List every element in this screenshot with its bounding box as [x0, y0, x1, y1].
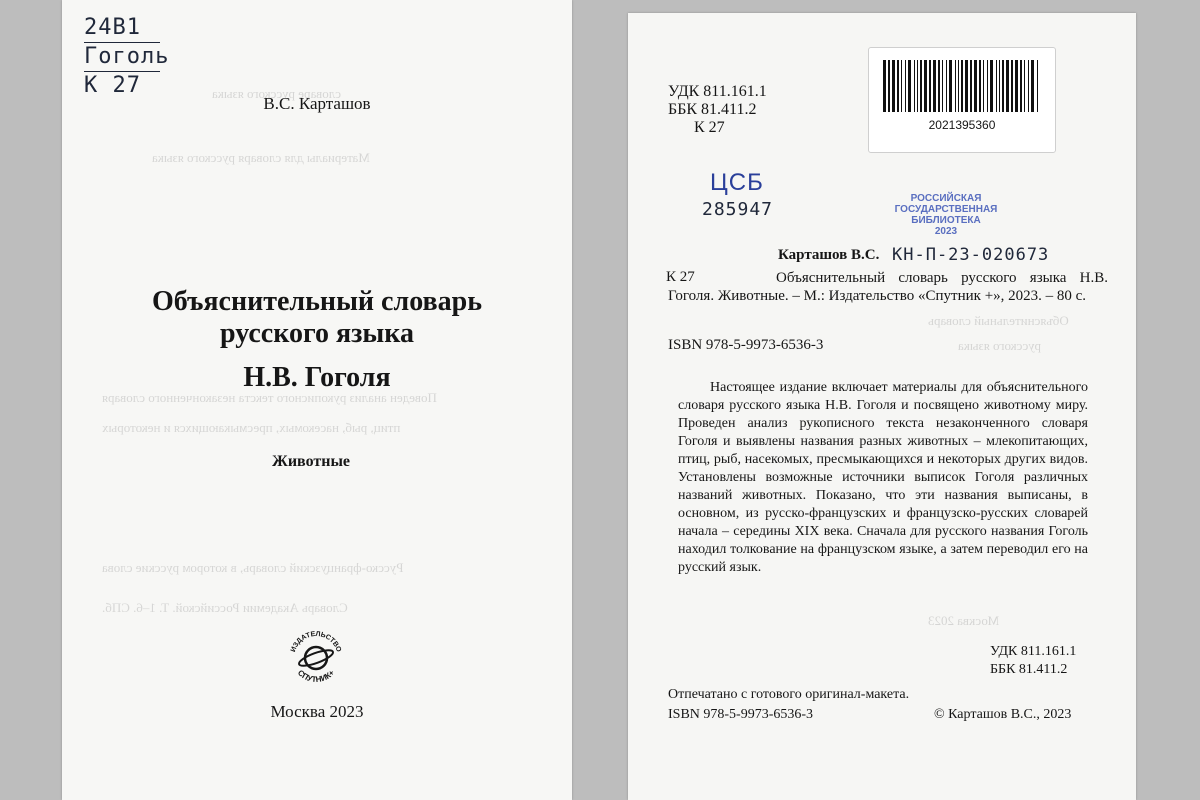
city-year: Москва 2023 [270, 702, 364, 721]
title-line: русского языка [220, 318, 414, 349]
udk-block-top [668, 83, 767, 137]
call-number-line: 24В1 [84, 14, 160, 43]
barcode-bar [990, 60, 993, 112]
bibliographic-description: Объяснительный словарь русского языка Н.В. Гоголя. Животные. – М.: Издательство «Спутник +», 2023. – 80 с. [668, 270, 1108, 304]
handwritten-inventory-number: 285947 [702, 199, 774, 220]
logo-top-text: ИЗДАТЕЛЬСТВО [289, 630, 343, 654]
svg-text:СПУТНИК+ [296, 668, 337, 684]
barcode-bar [996, 60, 997, 112]
barcode-bar [1020, 60, 1022, 112]
isbn-bottom: ISBN 978-5-9973-6536-3 [668, 707, 814, 722]
barcode-bar [908, 60, 911, 112]
udk-line: УДК 811.161.1 [668, 83, 767, 100]
title-line: Объяснительный словарь [151, 286, 482, 317]
barcode-bar [979, 60, 981, 112]
barcode-bar [946, 60, 947, 112]
barcode-bar [1031, 60, 1034, 112]
barcode-bar [987, 60, 988, 112]
barcode-bar [1002, 60, 1004, 112]
publisher-logo [286, 628, 346, 693]
left-page: словаре русского языка Материалы для словаря русского языка Поведен анализ рукописного текста незаконченного словаря птиц, рыб, насекомых, пресмыкающихся и некоторых Русско-французский словарь, в котором русские слова Словарь Академии Российской. Т. 1–6. СПб. 24В1 Гоголь К 27 В.С. Карташов Объяснительный словарь русского языка Н.В. Гоголя Животные ИЗДАТЕЛЬСТВО СПУТНИК+ Москва 2023 [62, 0, 572, 800]
library-stamp [878, 193, 1014, 237]
book-subtitle: Животные [272, 453, 351, 470]
author-mark-line: К 27 [694, 119, 725, 136]
barcode-bar [958, 60, 959, 112]
barcode-bar [917, 60, 918, 112]
library-stamp-line: БИБЛИОТЕКА [911, 215, 981, 226]
barcode-bar [970, 60, 972, 112]
library-stamp-line: 2023 [934, 226, 958, 237]
annotation-paragraph: Настоящее издание включает материалы для объяснительного словаря русского языка Н.В. Гоголя и посвящено животному миру. Проведен анализ рукописного текста незаконченного словаря Гоголя и выявлены названия разных животных – млекопитающих, птиц, рыб, насекомых, пресмыкающихся и некоторых других видов. Установлены возможные источники выписок Гоголя различных названий животных. Показано, что эти названия выписаны, в основном, из русско-французских и французско-русских словарей начала – середины XIX века. Сначала для русского названия Гоголь находил толкование на французском языке, а затем переводил его на русский язык. [678, 380, 1088, 575]
barcode-bar [983, 60, 984, 112]
right-page: Объяснительный словарь русского языка Москва 2023 УДК 811.161.1 ББК 81.411.2 К 27 2021395360 ЦСБ 285947 РОССИЙСКАЯ ГОСУДАРСТВЕННАЯ БИБЛИОТЕКА 2023 Карташов В.С. КН-П-23-020673 К 27 Объяснительный словарь русского языка Н.В. Гоголя. Животные. – М.: Издательство «Спутник +», 2023. – 80 с. ISBN 978-5-9973-6536-3 Настоящее издание включает материалы для объяснительного словаря русского языка Н.В. Гоголя и посвящено животному миру. Проведен анализ рукописного текста незаконченного словаря Гоголя и выявлены названия разных животных – млекопитающих, птиц, рыб, насекомых, пресмыкающихся и некоторых других видов. Установлены возможные источники выписок Гоголя различных названий животных. Показано, что эти названия выписаны, в основном, из русско-французских и французско-русских словарей начала – середины XIX века. Сначала для русского названия Гоголь находил толкование на французском языке, а затем переводил его на русский язык. УДК 811.161.1 ББК 81.411.2 Отпечатано с готового оригинал-макета. ISBN 978-5-9973-6536-3 © Карташов В.С., 2023 [628, 13, 1136, 800]
barcode-bar [974, 60, 977, 112]
barcode-bar [901, 60, 902, 112]
printed-from-note: Отпечатано с готового оригинал-макета. [668, 687, 910, 702]
barcode-bar [888, 60, 890, 112]
barcode-bar [999, 60, 1000, 112]
barcode-bar [924, 60, 927, 112]
handwritten-call-number [84, 14, 170, 100]
copyright-notice: © Карташов В.С., 2023 [934, 707, 1072, 722]
barcode-number: 2021395360 [928, 118, 996, 132]
title-line: Н.В. Гоголя [243, 362, 391, 393]
handwritten-accession-code: КН-П-23-020673 [892, 245, 1050, 265]
barcode-bar [914, 60, 915, 112]
barcode-bar [892, 60, 895, 112]
isbn-top: ISBN 978-5-9973-6536-3 [668, 337, 824, 353]
bbk-line: ББК 81.411.2 [990, 662, 1068, 677]
barcode-bar [1037, 60, 1038, 112]
barcode-bar [961, 60, 963, 112]
udk-block-bottom [990, 643, 1076, 679]
barcode-bar [929, 60, 931, 112]
svg-text:ИЗДАТЕЛЬСТВО [290, 631, 342, 654]
csb-stamp: ЦСБ [710, 169, 764, 196]
udk-line: УДК 811.161.1 [990, 644, 1077, 659]
barcode-bar [1006, 60, 1009, 112]
barcode-bar [897, 60, 899, 112]
barcode-bar [1015, 60, 1018, 112]
book-author: В.С. Карташов [263, 94, 371, 113]
barcode-bar [883, 60, 886, 112]
barcode-bar [1011, 60, 1013, 112]
bibliographic-author: Карташов В.С. [778, 247, 880, 263]
barcode-bar [965, 60, 968, 112]
barcode-bar [942, 60, 943, 112]
library-stamp-line: ГОСУДАРСТВЕННАЯ [894, 204, 998, 215]
barcode-bar [920, 60, 922, 112]
barcode-bar [905, 60, 906, 112]
call-number-line: К 27 [84, 73, 141, 98]
barcode-bar [949, 60, 952, 112]
barcode-icon [881, 60, 1043, 116]
bibliographic-author-mark: К 27 [666, 269, 695, 285]
library-stamp-line: РОССИЙСКАЯ [910, 193, 982, 204]
bbk-line: ББК 81.411.2 [668, 101, 757, 118]
barcode-bar [1024, 60, 1025, 112]
sputnik-logo-icon [286, 628, 346, 688]
barcode-bar [938, 60, 940, 112]
call-number-line: Гоголь [84, 43, 160, 72]
logo-bottom-text: СПУТНИК+ [295, 668, 337, 685]
barcode-bar [955, 60, 956, 112]
barcode-bar [1028, 60, 1029, 112]
barcode-bar [933, 60, 936, 112]
book-title [62, 286, 572, 394]
barcode-sticker [868, 47, 1056, 153]
